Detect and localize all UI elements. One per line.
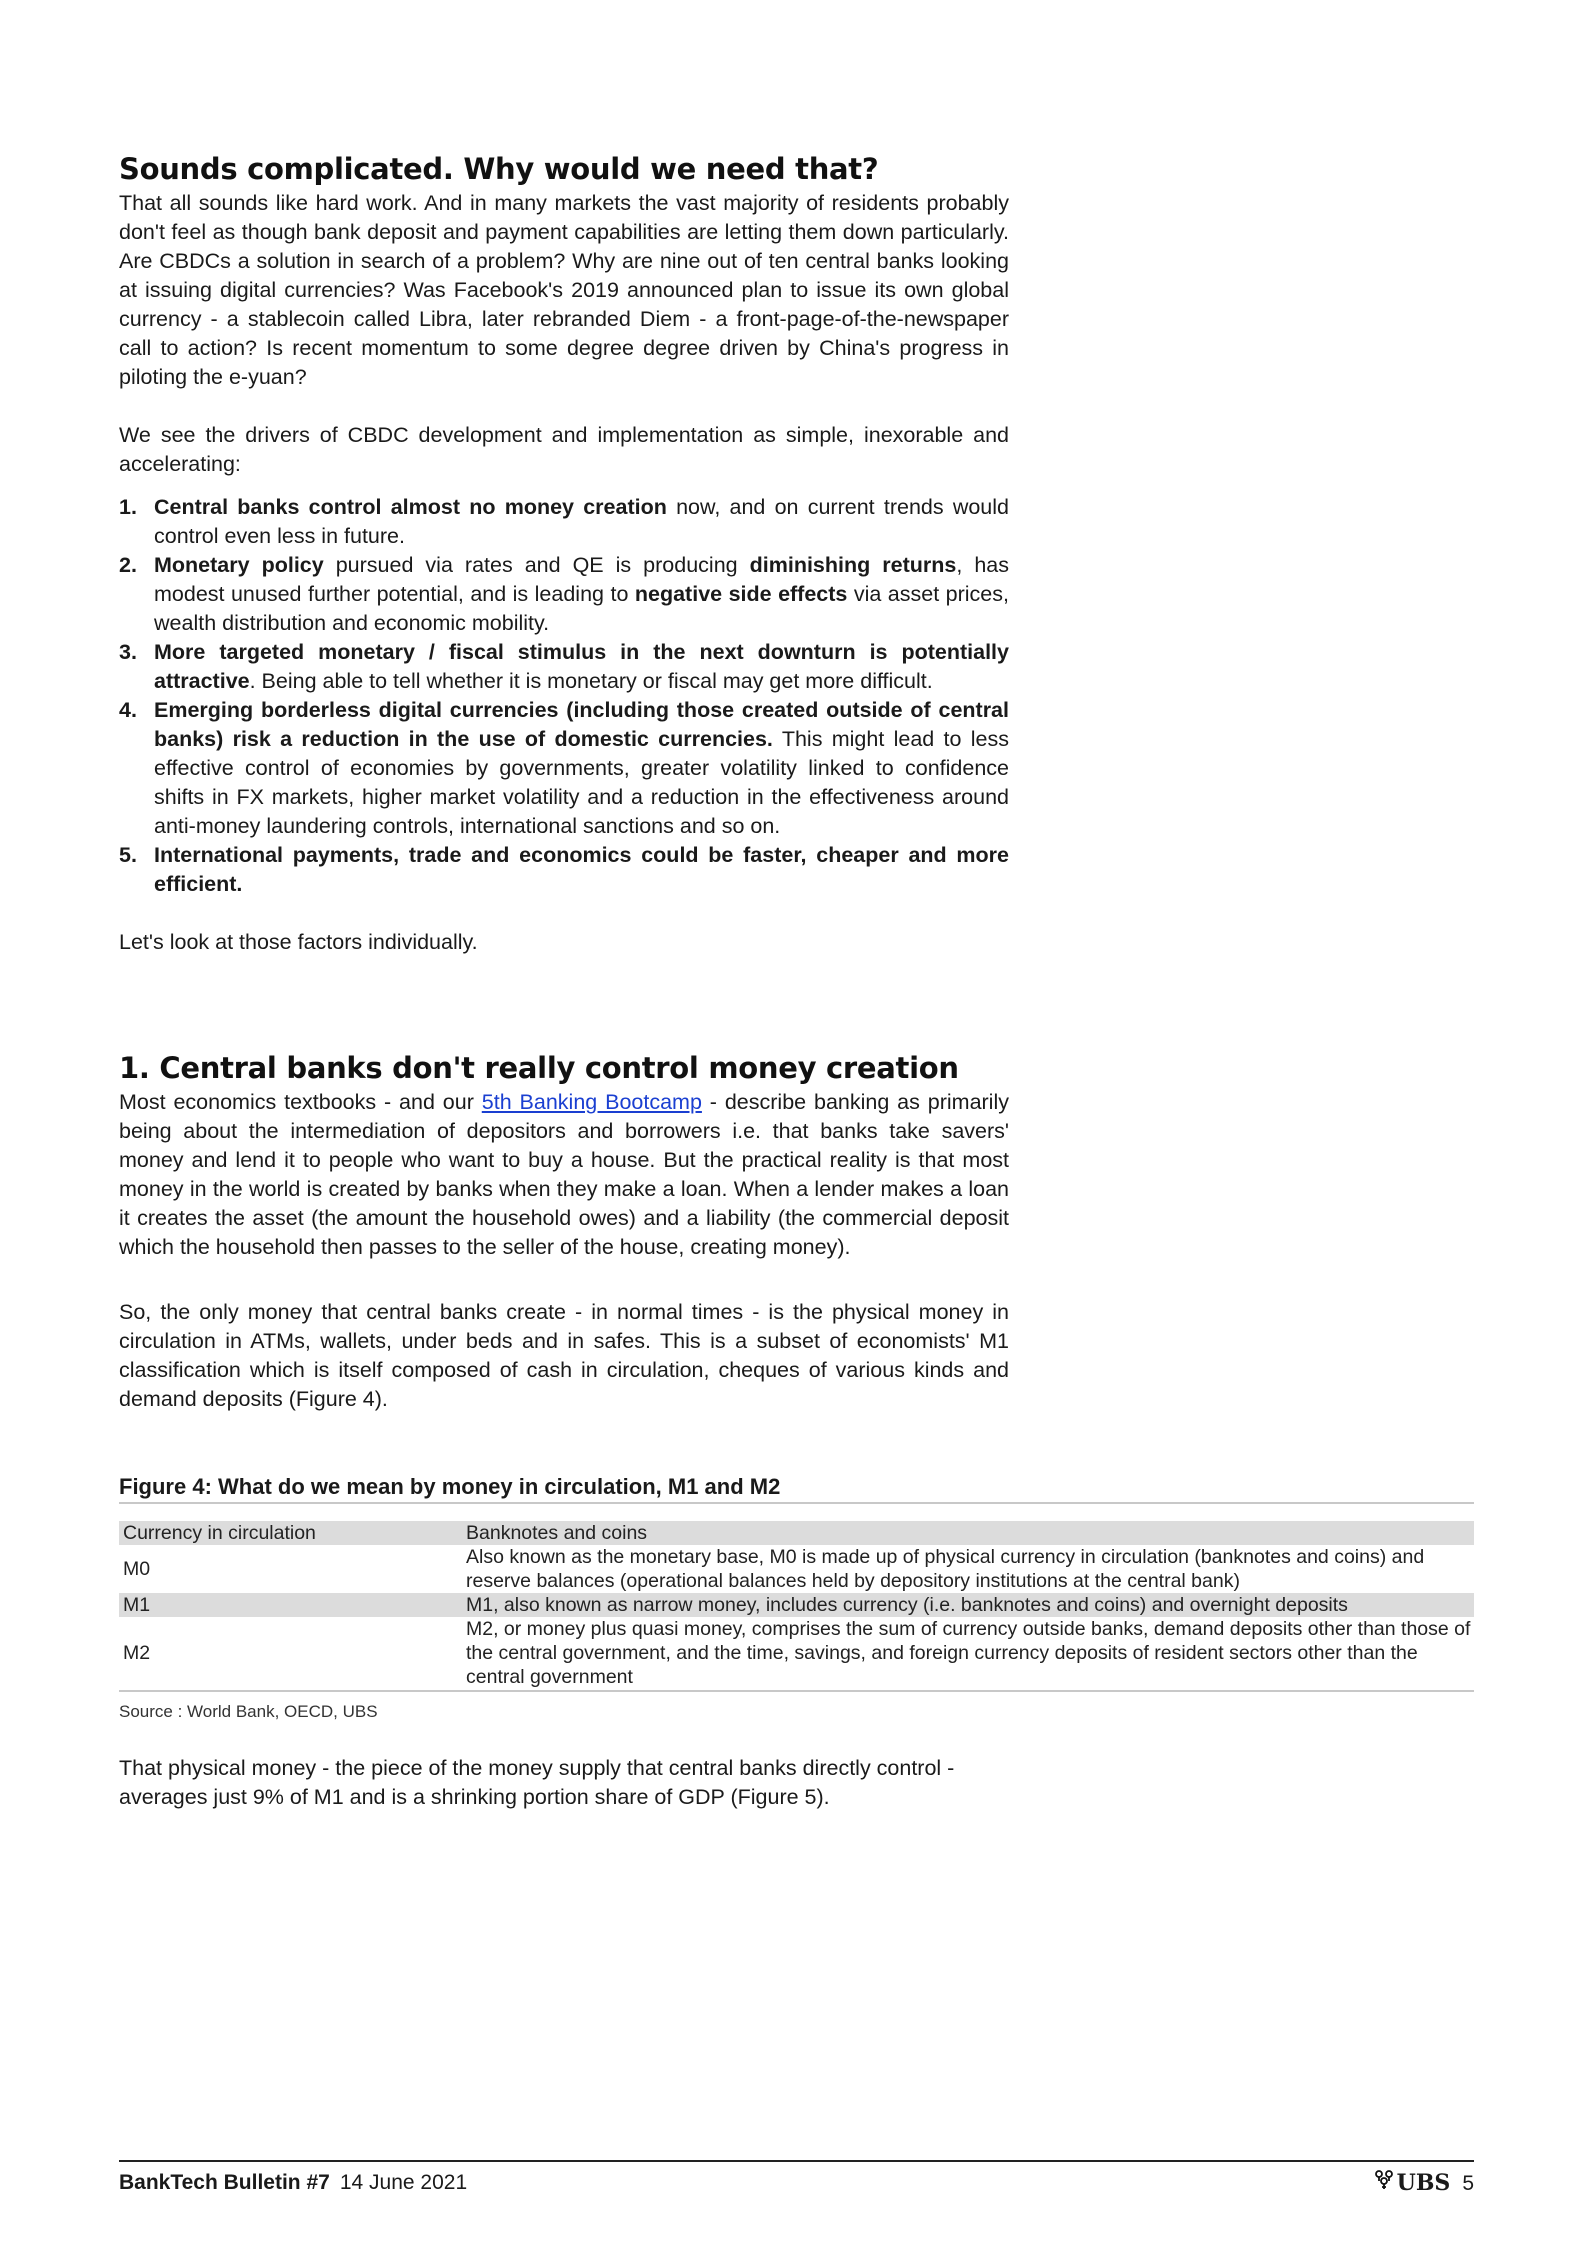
paragraph: Let's look at those factors individually. xyxy=(119,930,478,954)
table-row xyxy=(119,1521,1474,1545)
list-item: 4. Emerging borderless digital currencies (including those created outside of central banks) risk a reduction in the use of domestic currencies. This might lead to less effective control of economies by governments, greater volatility linked to confidence shifts in FX markets, higher market volatility and a reduction in the effectiveness around anti-money laundering controls, international sanctions and so on. xyxy=(119,698,1010,838)
table-cell: M2 xyxy=(123,1642,151,1664)
list-item: 5. International payments, trade and economics could be faster, cheaper and more efficient. xyxy=(119,843,1009,896)
table-cell: Banknotes and coins xyxy=(462,1521,1474,1545)
publication-title: BankTech Bulletin #7 xyxy=(119,2171,330,2194)
ubs-logo: UBS xyxy=(1396,2170,1451,2196)
table-cell: Currency in circulation xyxy=(119,1521,462,1545)
footer-right xyxy=(1373,2165,1474,2202)
page-number: 5 xyxy=(1462,2172,1474,2195)
page-footer xyxy=(119,2165,1474,2201)
paragraph: That all sounds like hard work. And in many markets the vast majority of residents probably don't feel as though bank deposit and payment capabilities are letting them down particularly. Are CBDCs a solution in search of a problem? Why are nine out of ten central banks looking at issuing digital currencies? Was Facebook's 2019 announced plan to issue its own global currency - a stablecoin called Libra, later rebranded Diem - a front-page-of-the-newspaper call to action? Is recent momentum to some degree degree driven by China's progress in piloting the e-yuan? xyxy=(119,191,1009,389)
table-cell: M1, also known as narrow money, includes currency (i.e. banknotes and coins) and overnight deposits xyxy=(462,1593,1474,1617)
table-row xyxy=(119,1593,1474,1617)
money-definitions-table xyxy=(119,1521,1474,1689)
footer-divider xyxy=(119,2160,1474,2162)
figure-source: Source : World Bank, OECD, UBS xyxy=(119,1702,378,1721)
table-cell: M1 xyxy=(119,1593,462,1617)
drivers-list xyxy=(119,493,1009,899)
paragraph: That physical money - the piece of the money supply that central banks directly control - averages just 9% of M1 and is a shrinking portion share of GDP (Figure 5). xyxy=(119,1756,955,1809)
paragraph: So, the only money that central banks create - in normal times - is the physical money in circulation in ATMs, wallets, under beds and in safes. This is a subset of economists' M1 classification which is itself composed of cash in circulation, cheques of various kinds and demand deposits (Figure 4). xyxy=(119,1300,1009,1411)
table-cell: M0 xyxy=(123,1558,151,1580)
section-drivers xyxy=(119,150,1009,957)
publication-date: 14 June 2021 xyxy=(339,2171,468,2194)
table-cell: Also known as the monetary base, M0 is made up of physical currency in circulation (banknotes and coins) and reserve balances (operational balances held by depository institutions at the central bank) xyxy=(466,1546,1425,1592)
table-bottom-rule xyxy=(119,1690,1474,1692)
list-item: 3. More targeted monetary / fiscal stimulus in the next downturn is potentially attractive. Being able to tell whether it is monetary or fiscal may get more difficult. xyxy=(119,640,1009,693)
paragraph: Most economics textbooks - and our 5th Banking Bootcamp - describe banking as primarily being about the intermediation of depositors and borrowers i.e. that banks take savers' money and lend it to people who want to buy a house. But the practical reality is that most money in the world is created by banks when they make a loan. When a lender makes a loan it creates the asset (the amount the household owes) and a liability (the commercial deposit which the household then passes to the seller of the house, creating money). xyxy=(119,1090,1009,1259)
table-cell: M2, or money plus quasi money, comprises the sum of currency outside banks, demand deposits other than those of the central government, and the time, savings, and foreign currency deposits of resident sectors other than the central government xyxy=(466,1618,1471,1688)
figure-title: Figure 4: What do we mean by money in circulation, M1 and M2 xyxy=(119,1472,1474,1504)
banking-bootcamp-link[interactable]: 5th Banking Bootcamp xyxy=(481,1090,702,1114)
table-row xyxy=(119,1545,1474,1593)
section-heading: 1. Central banks don't really control money creation xyxy=(119,1051,959,1085)
ubs-keys-icon xyxy=(1373,2166,1395,2202)
table-row xyxy=(119,1617,1474,1689)
section-physical-money xyxy=(119,1754,1009,1812)
list-item: 2. Monetary policy pursued via rates and QE is producing diminishing returns, has modest unused further potential, and is leading to negative side effects via asset prices, wealth distribution and economic mobility. xyxy=(119,553,1009,635)
section-heading: Sounds complicated. Why would we need that? xyxy=(119,152,879,186)
list-item: 1. Central banks control almost no money creation now, and on current trends would control even less in future. xyxy=(119,495,1009,548)
section-money-creation xyxy=(119,1049,1009,1414)
paragraph: We see the drivers of CBDC development and implementation as simple, inexorable and accelerating: xyxy=(119,423,1009,476)
